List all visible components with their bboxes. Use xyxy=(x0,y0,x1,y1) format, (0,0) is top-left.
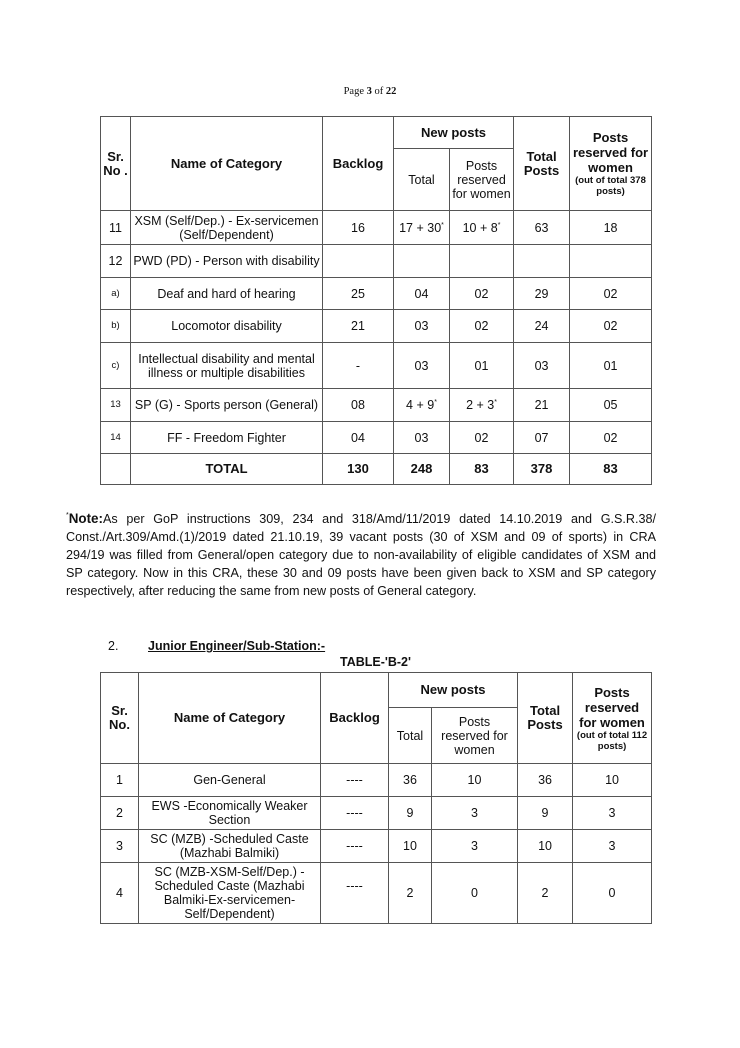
table-row: b) Locomotor disability 21 03 02 24 02 xyxy=(101,310,652,343)
header-sr-no: Sr. No. xyxy=(101,673,139,764)
header-women-title: Posts reserved for women xyxy=(572,130,649,175)
table-row: 3 SC (MZB) -Scheduled Caste (Mazhabi Balmiki) ---- 10 3 10 3 xyxy=(101,830,652,863)
note-text: As per GoP instructions 309, 234 and 318/Amd/11/2019 dated 14.10.2019 and G.S.R.38/ Const./Art.309/Amd.(1)/2019 dated 21.10.19, 39 vacant posts (30 of XSM and 09 of sports) in CRA 294/19 was filled from General/open category due to non-availability of eligible candidates of XSM and SP category. Now in this CRA, these 30 and 09 posts have been given back to XSM and SP category respectively, after reducing the same from new posts of General category. xyxy=(66,512,656,598)
header-women-sub: (out of total 112 posts) xyxy=(576,729,648,752)
table-row: 13 SP (G) - Sports person (General) 08 4 + 9* 2 + 3* 21 05 xyxy=(101,389,652,422)
category-table-2 xyxy=(100,672,652,924)
category-table-1 xyxy=(100,116,652,485)
section-heading: 2. Junior Engineer/Sub-Station:- xyxy=(108,639,326,653)
table-row: 12 PWD (PD) - Person with disability xyxy=(101,245,652,278)
table-caption: TABLE-'B-2' xyxy=(340,655,411,669)
header-total-posts: Total Posts xyxy=(518,673,573,764)
table-row: 2 EWS -Economically Weaker Section ---- 9 3 9 3 xyxy=(101,797,652,830)
header-new-posts: New posts xyxy=(389,673,518,708)
table-row: 1 Gen-General ---- 36 10 36 10 xyxy=(101,764,652,797)
table-row: a) Deaf and hard of hearing 25 04 02 29 02 xyxy=(101,278,652,310)
header-new-total: Total xyxy=(394,149,450,211)
header-women-title: Posts reserved for women xyxy=(579,684,645,730)
header-new-posts: New posts xyxy=(394,117,514,149)
header-total-posts: Total Posts xyxy=(514,117,570,211)
table-row: 4 SC (MZB-XSM-Self/Dep.) - Scheduled Caste (Mazhabi Balmiki-Ex-servicemen-Self/Dependent) ---- 2 0 2 0 xyxy=(101,863,652,924)
note-label: Note: xyxy=(68,511,103,526)
header-backlog: Backlog xyxy=(323,117,394,211)
header-backlog: Backlog xyxy=(321,673,389,764)
header-women xyxy=(573,673,652,764)
header-women-sub: (out of total 378 posts) xyxy=(575,175,646,197)
header-sr-no: Sr. No . xyxy=(101,117,131,211)
header-new-total: Total xyxy=(389,708,432,764)
page-number: Page 3 of 22 xyxy=(343,86,397,97)
total-row: TOTAL 130 248 83 378 83 xyxy=(101,454,652,485)
table-row: 11 XSM (Self/Dep.) - Ex-servicemen (Self/Dependent) 16 17 + 30* 10 + 8* 63 18 xyxy=(101,211,652,245)
header-women xyxy=(570,117,652,211)
note-paragraph: *Note:As per GoP instructions 309, 234 and 318/Amd/11/2019 dated 14.10.2019 and G.S.R.38/ Const./Art.309/Amd.(1)/2019 dated 21.10.19, 39 vacant posts (30 of XSM and 09 of sports) in CRA 294/19 was filled from General/open category due to non-availability of eligible candidates of XSM and SP category. Now in this CRA, these 30 and 09 posts have been given back to XSM and SP category respectively, after reducing the same from new posts of General category. xyxy=(66,511,656,598)
header-new-reserved: Posts reserved for women xyxy=(432,708,518,764)
header-category: Name of Category xyxy=(139,673,321,764)
table-row: 14 FF - Freedom Fighter 04 03 02 07 02 xyxy=(101,422,652,454)
table-row: c) Intellectual disability and mental illness or multiple disabilities - 03 01 03 01 xyxy=(101,343,652,389)
header-new-reserved: Posts reserved for women xyxy=(450,149,514,211)
header-category: Name of Category xyxy=(131,117,323,211)
